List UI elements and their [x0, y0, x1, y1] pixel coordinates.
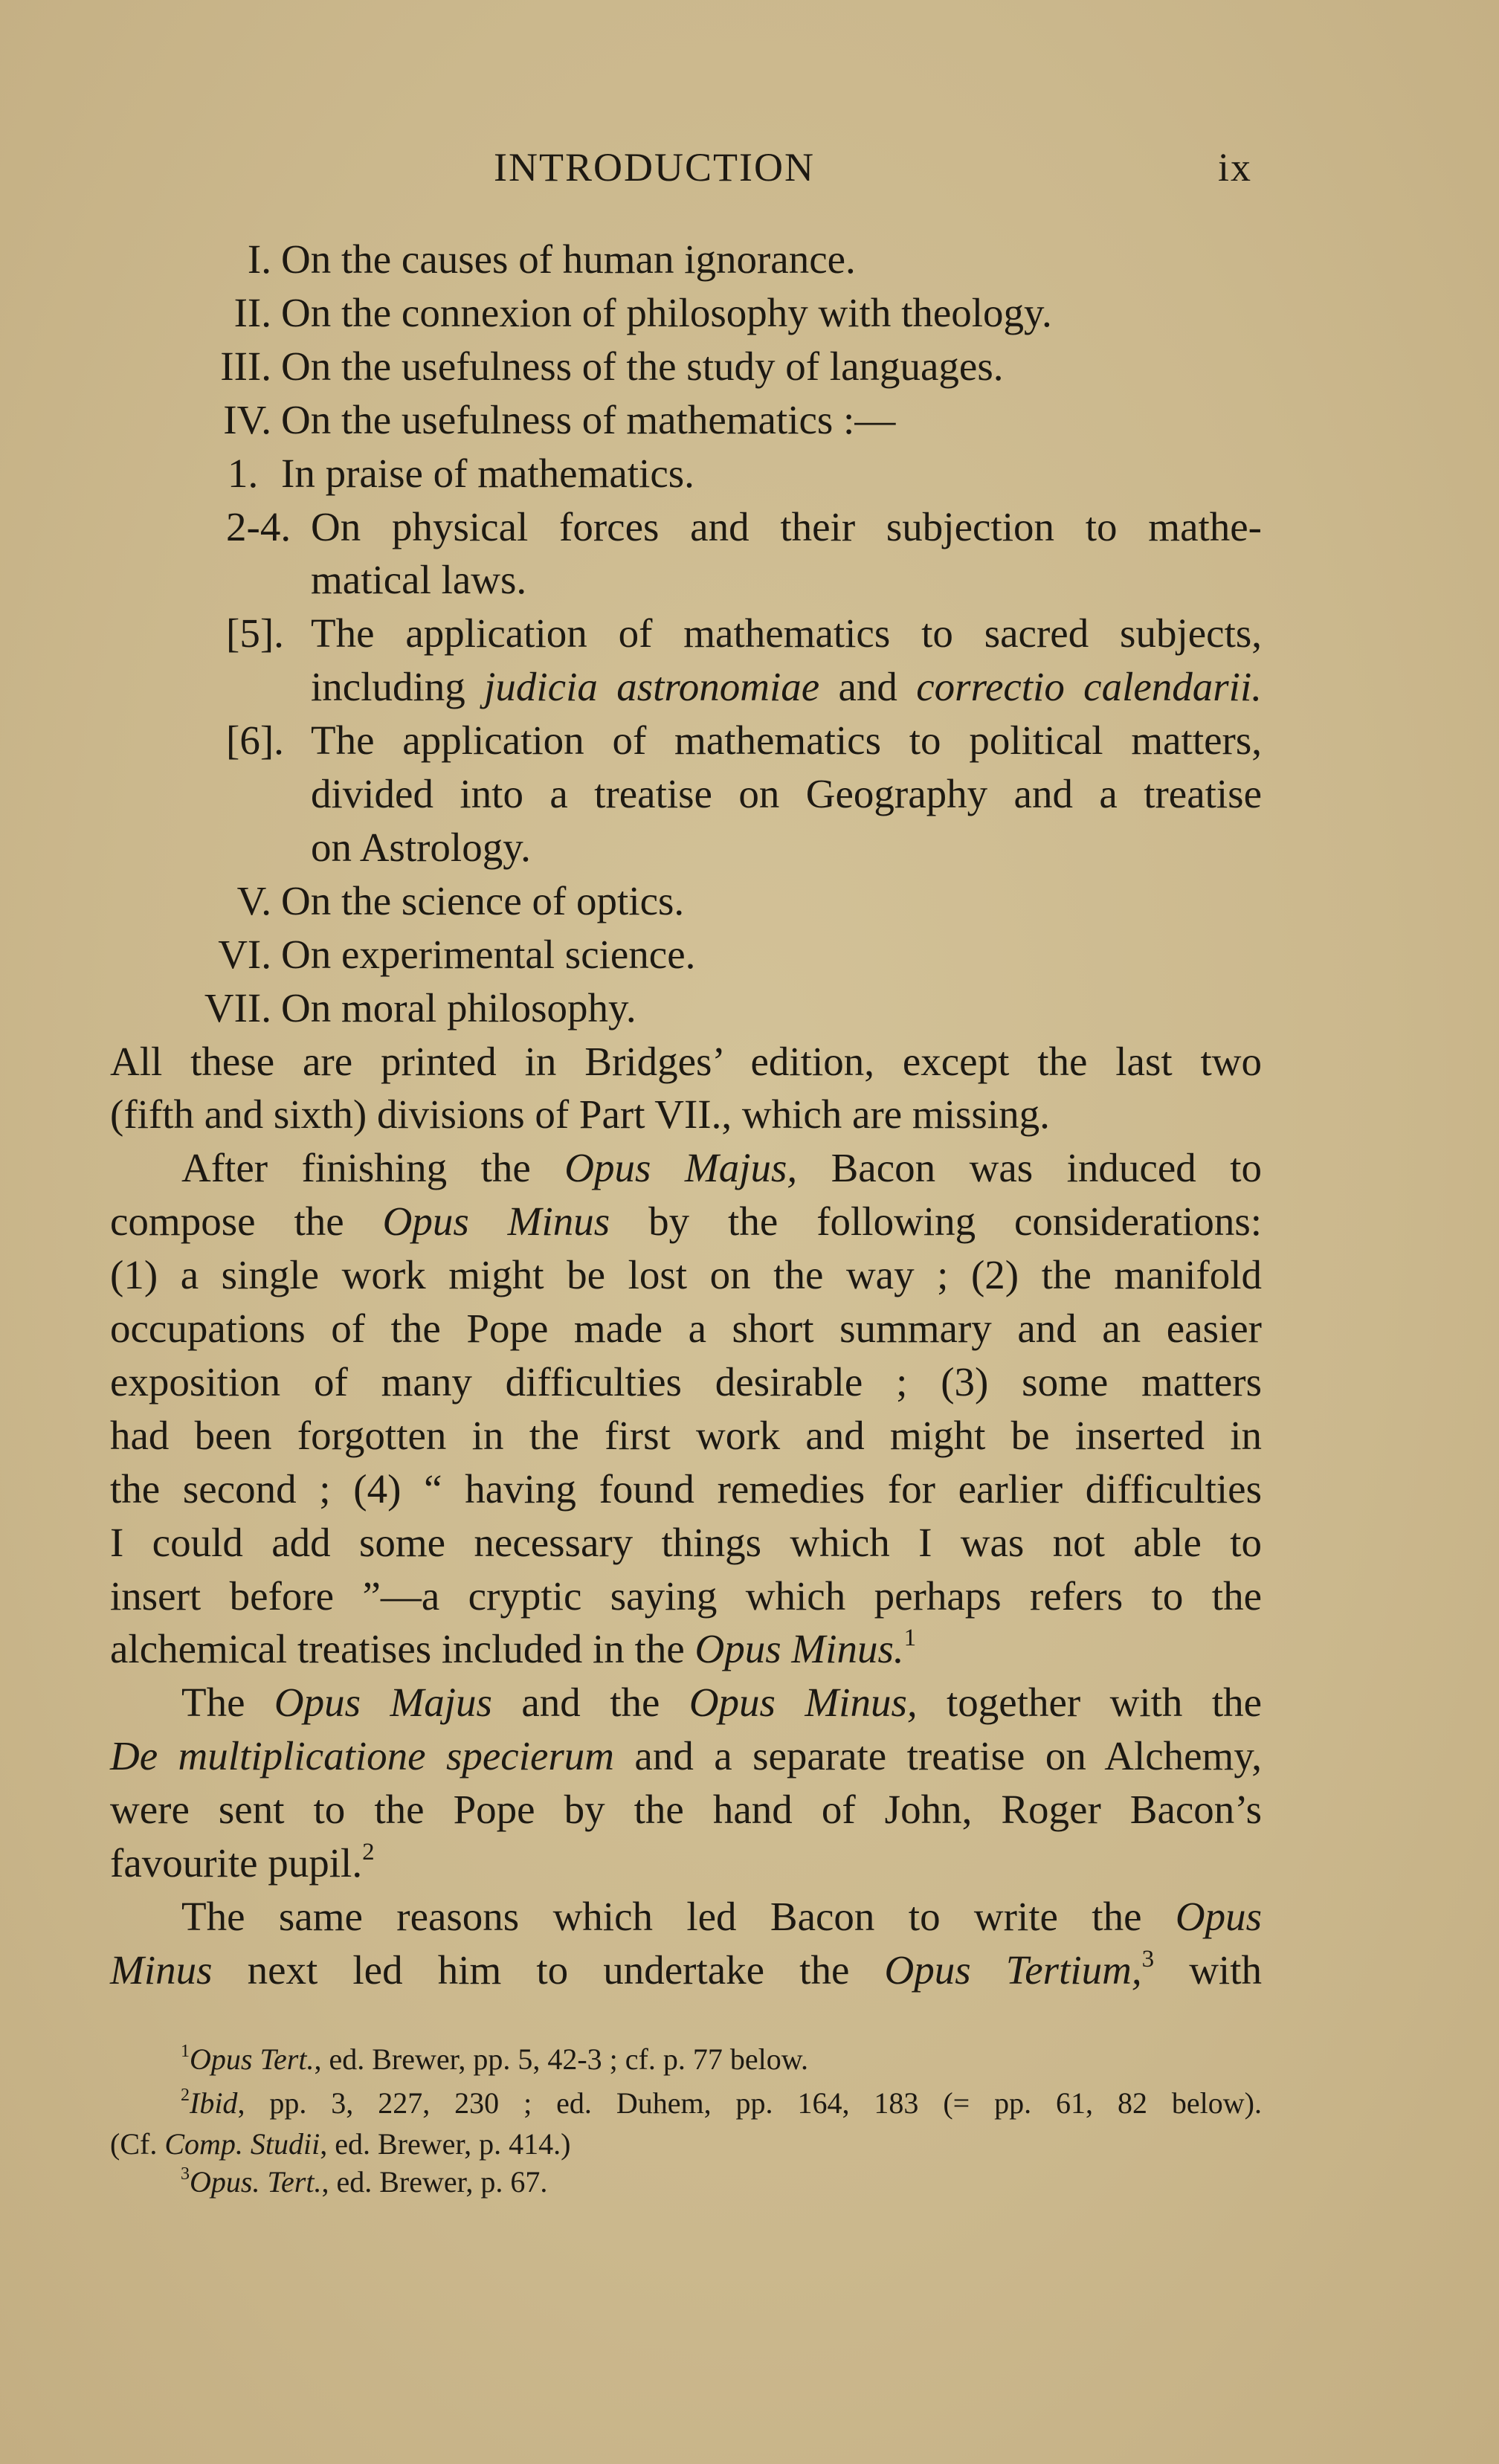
paragraph-line — [110, 1729, 1262, 1783]
outline-item-line — [311, 553, 526, 607]
italic-title: Opus Tert. — [190, 2042, 315, 2076]
text-run: occupations of the Pope made a short summary and an easier — [110, 1306, 1262, 1351]
italic-title: Opus — [1175, 1893, 1262, 1939]
text-run: , ed. Brewer, pp. 5, 42-3 ; cf. p. 77 below. — [314, 2042, 808, 2076]
text-run: On the science of optics. — [281, 877, 685, 923]
italic-title: Ibid — [190, 2086, 238, 2120]
italic-title: Opus Minus — [382, 1199, 610, 1245]
italic-title: judicia astronomiae — [484, 664, 820, 710]
paragraph-line — [110, 1622, 916, 1676]
italic-title: Opus Majus — [274, 1680, 492, 1726]
text-run: next led him to undertake the — [212, 1947, 885, 1993]
text-run: and a separate treatise on Alchemy, — [614, 1733, 1263, 1779]
list-number: I. — [247, 236, 271, 282]
list-number: V. — [236, 877, 271, 923]
text-run: the second ; (4) “ having found remedies for earlier difficulties — [110, 1465, 1262, 1512]
footnote — [110, 2123, 570, 2165]
text-run: (1) a single work might be lost on the way ; (2) the manifold — [110, 1252, 1262, 1298]
outline-item-line — [311, 500, 1262, 554]
text-run: On moral philosophy. — [281, 984, 636, 1031]
text-run: In praise of mathematics. — [281, 450, 694, 496]
text-run: I could add some necessary things which I was not able to — [110, 1519, 1262, 1565]
text-run: , ed. Brewer, p. 414.) — [320, 2127, 571, 2161]
text-run: exposition of many difficulties desirable ; (3) some matters — [110, 1358, 1262, 1404]
text-run: The application of mathematics to sacred subjects, — [311, 610, 1262, 657]
text-run: On the usefulness of mathematics :— — [281, 396, 896, 442]
outline-item-line — [311, 767, 1262, 821]
paragraph-line — [110, 1195, 1262, 1248]
footnote — [181, 2039, 808, 2080]
outline-item-line — [281, 340, 1003, 393]
outline-item-line — [281, 233, 856, 286]
text-run: On physical forces and their subjection to mathe- — [311, 503, 1262, 549]
outline-item-line — [311, 821, 531, 874]
italic-title: Minus — [110, 1947, 213, 1993]
footnote-marker: 3 — [181, 2164, 190, 2184]
paragraph-line — [181, 1141, 1262, 1195]
outline-item-line — [281, 874, 684, 928]
paragraph-line — [110, 1035, 1262, 1089]
footnote — [181, 2083, 1262, 2124]
text-run: All these are printed in Bridges’ edition, except the last two — [110, 1038, 1262, 1084]
text-run: were sent to the Pope by the hand of John, Roger Bacon’s — [110, 1787, 1262, 1833]
italic-title: correctio calendarii. — [916, 664, 1262, 710]
outline-item-line — [311, 607, 1262, 660]
paragraph-line — [110, 1516, 1262, 1570]
text-run: and — [819, 664, 917, 710]
outline-item-line — [311, 660, 1262, 714]
text-run: alchemical treatises included in the — [110, 1626, 695, 1672]
outline-item-line — [281, 447, 694, 500]
text-run: compose the — [110, 1199, 383, 1245]
footnote-marker: 3 — [1141, 1945, 1155, 1973]
paragraph-line — [110, 1462, 1262, 1516]
text-run: The — [181, 1680, 274, 1726]
page-number: ix — [1218, 145, 1253, 190]
italic-title: Comp. Studii — [164, 2127, 320, 2161]
italic-title: Opus. Tert. — [190, 2165, 322, 2199]
paragraph-line — [110, 1248, 1262, 1302]
italic-title: Opus Majus, — [564, 1145, 798, 1191]
footnote-marker: 2 — [181, 2086, 190, 2106]
text-run: On the causes of human ignorance. — [281, 236, 856, 282]
text-run: by the following considerations: — [610, 1199, 1262, 1245]
list-number: III. — [220, 343, 271, 389]
outline-item-line — [281, 286, 1052, 340]
text-run: The same reasons which led Bacon to write the — [181, 1893, 1176, 1939]
list-number: [5]. — [226, 610, 284, 657]
outline-item-line — [281, 928, 695, 981]
text-run: On the usefulness of the study of languages. — [281, 343, 1004, 389]
list-number: VI. — [218, 931, 271, 977]
text-run: with — [1154, 1947, 1262, 1993]
text-run: After finishing the — [181, 1145, 565, 1191]
text-run: On the connexion of philosophy with theology. — [281, 289, 1052, 335]
list-number: 1. — [228, 450, 259, 496]
paragraph-line — [181, 1676, 1262, 1729]
text-run: Bacon was induced to — [797, 1145, 1262, 1191]
list-number: [6]. — [226, 717, 284, 764]
text-run: divided into a treatise on Geography and a treatise — [311, 771, 1262, 816]
text-run: , pp. 3, 227, 230 ; ed. Duhem, pp. 164, 183 (= pp. 61, 82 below). — [237, 2086, 1262, 2120]
text-run: insert before ”—a cryptic saying which perhaps refers to the — [110, 1573, 1262, 1619]
paragraph-line — [110, 1570, 1262, 1623]
text-run: including — [311, 664, 485, 710]
paragraph-line — [110, 1355, 1262, 1409]
footnote-marker: 2 — [362, 1838, 375, 1865]
paragraph-line — [110, 1302, 1262, 1355]
list-number: IV. — [223, 396, 271, 442]
italic-title: De multiplicatione specierum — [110, 1733, 615, 1779]
list-number: 2-4. — [226, 503, 291, 549]
paragraph-line — [110, 1088, 1050, 1141]
list-number: VII. — [204, 984, 271, 1031]
text-run: On experimental science. — [281, 931, 696, 977]
text-run: favourite pupil. — [110, 1840, 363, 1886]
footnote-marker: 1 — [903, 1625, 917, 1652]
paragraph-line — [110, 1783, 1262, 1836]
italic-title: Opus Tertium, — [884, 1947, 1142, 1993]
outline-item-line — [281, 393, 895, 447]
text-run: together with the — [917, 1680, 1263, 1726]
running-header-title: INTRODUCTION — [494, 145, 815, 190]
italic-title: Opus Minus. — [694, 1626, 904, 1672]
italic-title: Opus Minus, — [689, 1680, 918, 1726]
text-run: matical laws. — [311, 557, 527, 603]
text-run: on Astrology. — [311, 824, 531, 870]
paragraph-line — [110, 1944, 1262, 1997]
outline-item-line — [281, 981, 636, 1035]
footnote-marker: 1 — [181, 2042, 190, 2062]
text-run: The application of mathematics to political matters, — [311, 717, 1262, 764]
text-run: , ed. Brewer, p. 67. — [321, 2165, 548, 2199]
footnote — [181, 2161, 547, 2203]
paragraph-line — [110, 1409, 1262, 1462]
text-run: and the — [491, 1680, 689, 1726]
outline-item-line — [311, 714, 1262, 767]
text-run: (fifth and sixth) divisions of Part VII., which are missing. — [110, 1091, 1050, 1138]
paragraph-line — [110, 1836, 375, 1890]
text-run: (Cf. — [110, 2127, 165, 2161]
text-run: had been forgotten in the first work and might be inserted in — [110, 1412, 1262, 1458]
paragraph-line — [181, 1890, 1262, 1944]
list-number: II. — [233, 289, 271, 335]
